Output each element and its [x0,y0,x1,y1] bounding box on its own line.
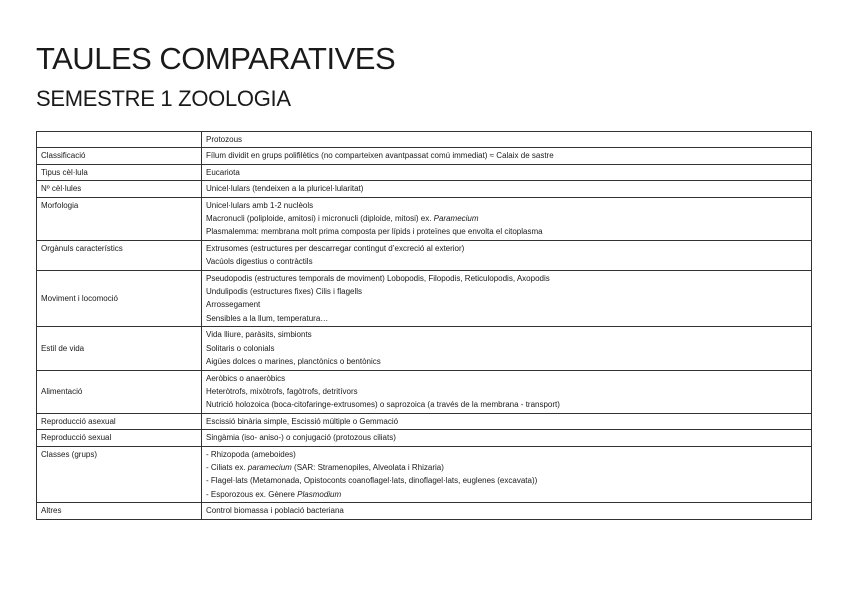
value-text: Macronucli (poliploide, amitosi) i micronucli (diploide, mitosi) ex. [206,214,434,224]
table-row [37,327,812,370]
row-label: Moviment i locomoció [37,270,202,327]
table-row [37,197,812,240]
value-italic: paramecium [247,462,292,472]
value-line: Pseudopodis (estructures temporals de moviment) Lobopodis, Filopodis, Reticulopodis, Axopodis [206,273,550,283]
value-line: Solitaris o colonials [206,343,275,353]
row-value: Singàmia (iso- aniso-) o conjugació (protozous ciliats) [202,430,812,446]
row-label: Nº cèl·lules [37,181,202,197]
row-value [202,446,812,503]
row-value [202,240,812,270]
table-row [37,413,812,429]
value-line: - Rhizopoda (ameboides) [206,449,296,459]
comparison-table [36,131,812,520]
value-line: Unicel·lulars amb 1-2 nuclèols [206,200,314,210]
value-italic: Plasmodium [297,489,342,499]
value-line: Nutrició holozoica (boca-citofaringe-extrusomes) o saprozoica (a través de la membrana - transport) [206,400,560,410]
row-label: Classes (grups) [37,446,202,503]
table-row [37,164,812,180]
row-value: Fílum dividit en grups polifilètics (no comparteixen avantpassat comú immediat) ≈ Calaix de sastre [202,148,812,164]
row-label: Orgànuls característics [37,240,202,270]
table-row [37,148,812,164]
row-value: Control biomassa i població bacteriana [202,503,812,519]
table-row [37,181,812,197]
value-text: - Esporozous ex. Gènere [206,489,298,499]
value-line: Heteròtrofs, mixòtrofs, fagòtrofs, detritívors [206,386,358,396]
value-line: Aeròbics o anaeròbics [206,373,286,383]
row-label: Altres [37,503,202,519]
value-line: Extrusomes (estructures per descarregar contingut d’excreció al exterior) [206,243,465,253]
value-text: - Ciliats ex. [206,462,248,472]
row-value: Escissió binària simple, Escissió múltiple o Gemmació [202,413,812,429]
table-row [37,370,812,413]
table-row [37,240,812,270]
page-subtitle: SEMESTRE 1 ZOOLOGIA [36,86,291,111]
row-label: Morfologia [37,197,202,240]
row-label: Reproducció sexual [37,430,202,446]
table-row [37,503,812,519]
value-line [206,461,807,474]
value-line: Vida lliure, paràsits, simbionts [206,330,312,340]
value-line [206,488,807,501]
row-value [202,197,812,240]
row-value [202,370,812,413]
row-label: Alimentació [37,370,202,413]
value-text: (SAR: Stramenopiles, Alveolata i Rhizaria) [291,462,444,472]
value-line: - Flagel·lats (Metamonada, Opistoconts coanoflagel·lats, dinoflagel·lats, euglenes (excavata)) [206,476,538,486]
value-line: Sensibles a la llum, temperatura… [206,313,329,323]
row-label: Reproducció asexual [37,413,202,429]
value-line: Undulipodis (estructures fixes) Cilis i flagells [206,287,363,297]
value-italic: Paramecium [433,214,479,224]
page-title: TAULES COMPARATIVES [36,41,396,76]
row-label: Estil de vida [37,327,202,370]
header-empty-cell [37,132,202,148]
value-line: Aigües dolces o marines, planctònics o bentònics [206,357,381,367]
row-value: Unicel·lulars (tendeixen a la pluricel·lularitat) [202,181,812,197]
value-line: Vacúols digestius o contràctils [206,257,313,267]
value-line: Plasmalemma: membrana molt prima composta per lípids i proteïnes que envolta el citoplasma [206,227,543,237]
header-cell: Protozous [202,132,812,148]
row-label: Classificació [37,148,202,164]
row-value [202,327,812,370]
value-line [206,212,807,225]
row-label: Tipus cèl·lula [37,164,202,180]
row-value: Eucariota [202,164,812,180]
table-row [37,270,812,327]
table-header-row [37,132,812,148]
row-value [202,270,812,327]
table-row [37,430,812,446]
value-line: Arrossegament [206,300,261,310]
table-row [37,446,812,503]
